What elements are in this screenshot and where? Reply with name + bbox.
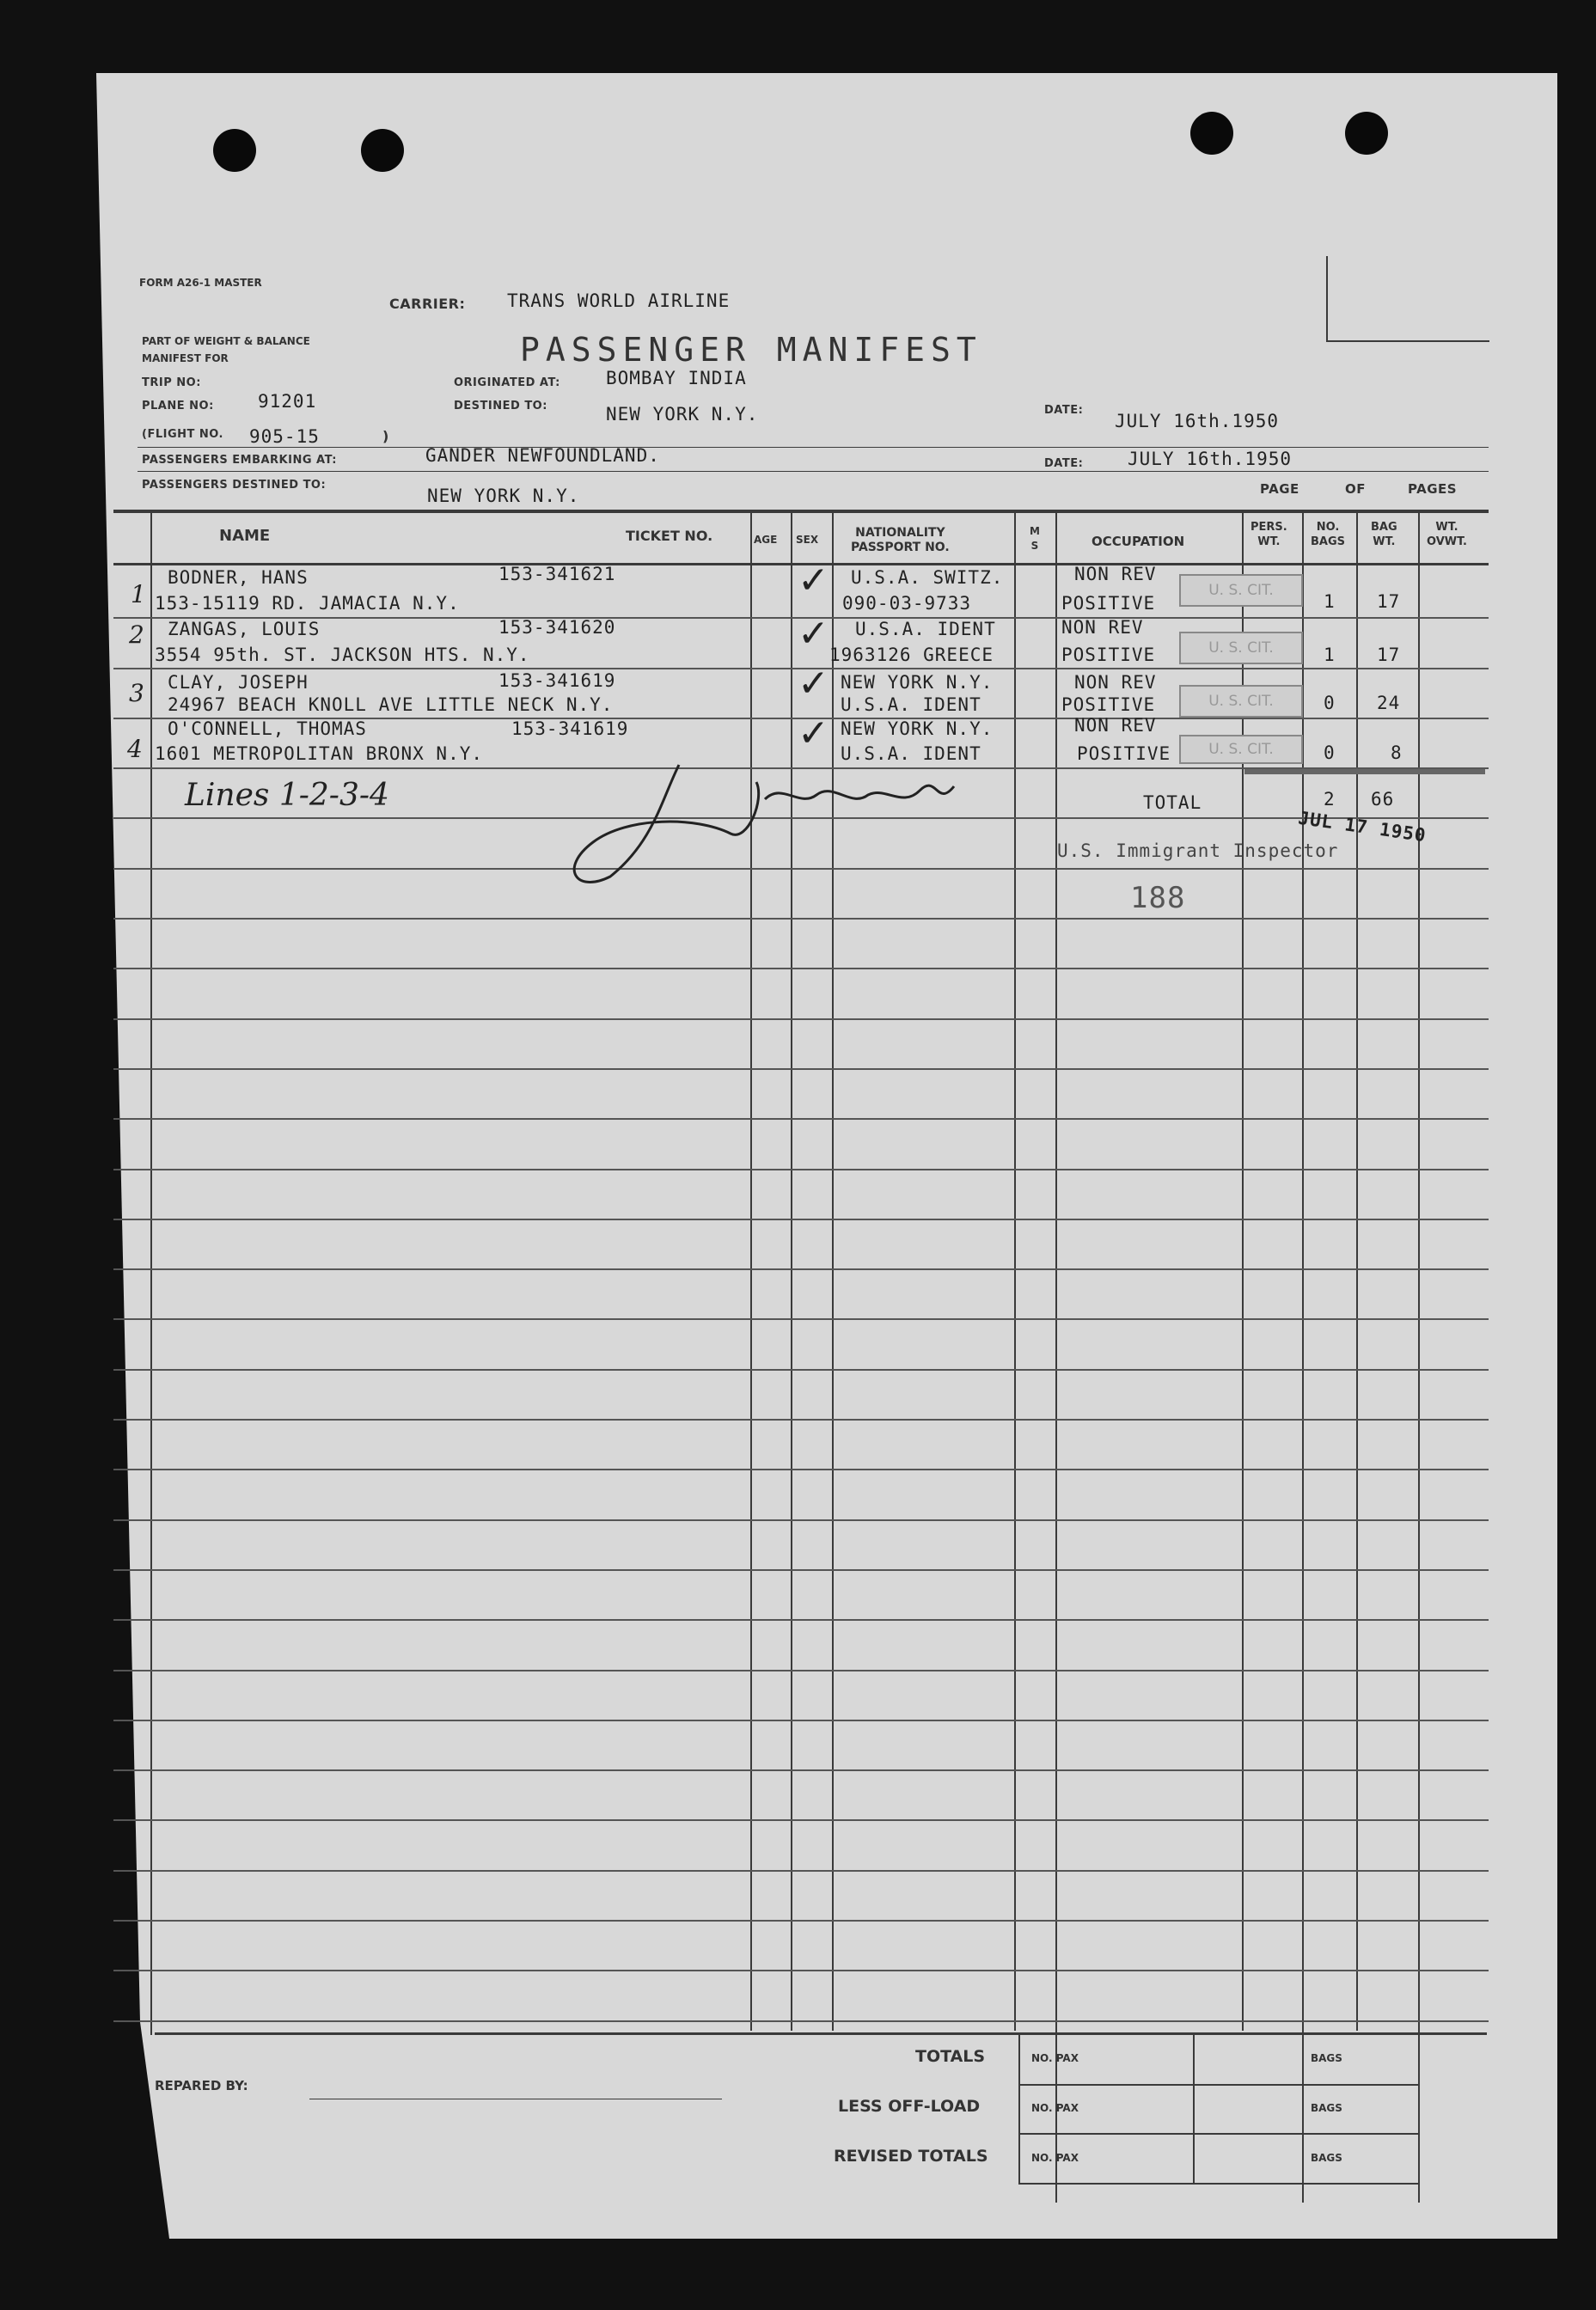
col-divider-nat — [832, 510, 834, 2031]
total-label: TOTAL — [1143, 792, 1202, 813]
punch-hole-1 — [213, 129, 256, 172]
passenger-address: 1601 METROPOLITAN BRONX N.Y. — [155, 743, 484, 764]
corner-bracket-v — [1326, 256, 1328, 342]
passenger-address: 153-15119 RD. JAMACIA N.Y. — [155, 593, 460, 614]
footer-box-rule-3 — [1018, 2183, 1418, 2185]
destined-value: NEW YORK N.Y. — [606, 404, 759, 425]
table-row — [113, 1519, 1489, 1521]
passenger-passport: U.S.A. IDENT — [841, 743, 981, 764]
col-header-ms: M S — [1030, 525, 1040, 552]
table-row — [113, 1369, 1489, 1371]
punch-hole-2 — [361, 129, 404, 172]
passenger-bags: 0 — [1324, 693, 1336, 713]
table-row — [113, 1970, 1489, 1971]
total-bags: 2 — [1324, 789, 1336, 810]
check-mark: ✓ — [798, 712, 829, 755]
signature — [559, 748, 971, 885]
originated-value: BOMBAY INDIA — [606, 368, 747, 388]
table-row — [113, 1469, 1489, 1470]
header-rule-1 — [138, 447, 1489, 448]
passenger-ticket: 153-341620 — [498, 617, 616, 638]
col-divider-sex — [791, 510, 792, 2031]
manifest-for-label: MANIFEST FOR — [142, 352, 229, 364]
inspector-number: 188 — [1130, 881, 1186, 915]
col-header-pers-wt: PERS. WT. — [1251, 521, 1287, 548]
passenger-occupation: NON REV — [1074, 672, 1157, 693]
corner-bracket-h — [1326, 340, 1489, 342]
passenger-occupation: NON REV — [1074, 564, 1157, 584]
table-row — [113, 1769, 1489, 1771]
plane-no-value: 91201 — [258, 391, 317, 412]
citizenship-stamp: U. S. CIT. — [1179, 685, 1303, 718]
passenger-nationality: U.S.A. IDENT — [855, 619, 996, 639]
passenger-ticket: 153-341619 — [498, 670, 616, 691]
col-divider-left — [150, 510, 152, 2035]
col-header-bag-wt: BAG WT. — [1371, 521, 1397, 548]
row-num: 2 — [129, 620, 145, 649]
trip-no-label: TRIP NO: — [142, 376, 201, 389]
page-label: PAGE — [1260, 481, 1299, 497]
table-row — [113, 1670, 1489, 1671]
passenger-bag-wt: 24 — [1377, 693, 1401, 713]
passenger-bag-wt: 17 — [1377, 645, 1401, 665]
total-rule — [1244, 769, 1485, 774]
plane-no-label: PLANE NO: — [142, 400, 214, 412]
date2-label: DATE: — [1044, 457, 1084, 470]
row-num: 4 — [127, 735, 144, 763]
pass-dest-label: PASSENGERS DESTINED TO: — [142, 479, 327, 492]
passenger-bag-wt: 8 — [1391, 742, 1403, 763]
destined-label: DESTINED TO: — [454, 400, 547, 412]
footer-box-left — [1018, 2035, 1020, 2183]
check-mark: ✓ — [798, 662, 829, 706]
table-row — [113, 1268, 1489, 1270]
row-num: 3 — [129, 679, 145, 707]
immigrant-inspector-stamp: U.S. Immigrant Inspector — [1057, 840, 1339, 861]
check-mark: ✓ — [798, 559, 829, 602]
passenger-bags: 0 — [1324, 742, 1336, 763]
footer-no-pax: NO. PAX — [1031, 2152, 1079, 2164]
footer-top-rule — [155, 2032, 1487, 2035]
col-divider-occ — [1055, 510, 1057, 2203]
passenger-occupation-2: POSITIVE — [1061, 694, 1156, 715]
footer-bags: BAGS — [1311, 2052, 1342, 2064]
carrier-value: TRANS WORLD AIRLINE — [507, 290, 731, 311]
passenger-address: 3554 95th. ST. JACKSON HTS. N.Y. — [155, 645, 530, 665]
passenger-occupation: NON REV — [1074, 715, 1157, 736]
table-row — [113, 1318, 1489, 1320]
date-value: JULY 16th.1950 — [1115, 411, 1280, 431]
table-row — [113, 1870, 1489, 1872]
table-row — [113, 1169, 1489, 1170]
footer-bags: BAGS — [1311, 2102, 1342, 2114]
col-header-nationality: NATIONALITY PASSPORT NO. — [851, 526, 950, 554]
date2-value: JULY 16th.1950 — [1128, 449, 1293, 469]
col-header-age: AGE — [754, 534, 778, 546]
table-row — [113, 1569, 1489, 1571]
col-divider-ovwt — [1418, 510, 1420, 2203]
pages-label: PAGES — [1408, 481, 1458, 497]
passenger-name: O'CONNELL, THOMAS — [168, 718, 367, 739]
table-row — [113, 918, 1489, 920]
col-divider-bagwt — [1356, 510, 1358, 2031]
date-label: DATE: — [1044, 404, 1084, 417]
page-title: PASSENGER MANIFEST — [520, 331, 982, 369]
passenger-ticket: 153-341619 — [511, 718, 629, 739]
flight-no-value: 905-15 — [249, 426, 320, 447]
footer-no-pax: NO. PAX — [1031, 2102, 1079, 2114]
footer-no-pax: NO. PAX — [1031, 2052, 1079, 2064]
passenger-occupation-2: POSITIVE — [1061, 645, 1156, 665]
passenger-occupation-2: POSITIVE — [1061, 593, 1156, 614]
table-row — [113, 1819, 1489, 1821]
table-row — [113, 1619, 1489, 1621]
passenger-passport: U.S.A. IDENT — [841, 694, 981, 715]
total-bag-wt: 66 — [1371, 789, 1395, 810]
carrier-label: CARRIER: — [389, 296, 466, 312]
footer-box-rule-2 — [1018, 2133, 1418, 2135]
col-divider-ms — [1014, 510, 1016, 2031]
col-header-ovwt: WT. OVWT. — [1427, 521, 1467, 548]
passenger-address: 24967 BEACH KNOLL AVE LITTLE NECK N.Y. — [168, 694, 614, 715]
form-number: FORM A26-1 MASTER — [139, 277, 262, 289]
passenger-bags: 1 — [1324, 645, 1336, 665]
originated-label: ORIGINATED AT: — [454, 376, 560, 389]
table-row — [113, 1419, 1489, 1421]
row-num: 1 — [131, 580, 147, 608]
col-header-no-bags: NO. BAGS — [1311, 521, 1346, 548]
passenger-bags: 1 — [1324, 591, 1336, 612]
col-header-occupation: OCCUPATION — [1092, 534, 1185, 549]
punch-hole-4 — [1345, 112, 1388, 155]
col-header-sex: SEX — [796, 534, 819, 546]
passenger-passport: 090-03-9733 — [842, 593, 972, 614]
table-row — [113, 968, 1489, 969]
table-row — [113, 1018, 1489, 1020]
col-header-name: NAME — [219, 527, 271, 545]
of-label: OF — [1345, 481, 1366, 497]
embarking-value: GANDER NEWFOUNDLAND. — [425, 445, 660, 466]
pass-dest-value: NEW YORK N.Y. — [427, 486, 580, 506]
footer-revised-totals-label: REVISED TOTALS — [834, 2147, 988, 2166]
citizenship-stamp: U. S. CIT. — [1179, 735, 1303, 764]
flight-no-label: (FLIGHT NO. — [142, 428, 223, 441]
footer-bags: BAGS — [1311, 2152, 1342, 2164]
inspection-date-stamp: JUL 17 1950 — [1297, 807, 1428, 846]
col-header-ticket: TICKET NO. — [626, 528, 713, 544]
header-rule-2 — [138, 471, 1489, 472]
table-top-rule — [113, 510, 1489, 513]
table-row — [113, 1068, 1489, 1070]
check-mark: ✓ — [798, 612, 829, 656]
embarking-label: PASSENGERS EMBARKING AT: — [142, 454, 337, 467]
footer-totals-label: TOTALS — [915, 2047, 986, 2066]
punch-hole-3 — [1190, 112, 1233, 155]
passenger-passport: 1963126 GREECE — [829, 645, 994, 665]
citizenship-stamp: U. S. CIT. — [1179, 574, 1303, 607]
table-row — [113, 1720, 1489, 1721]
passenger-name: CLAY, JOSEPH — [168, 672, 309, 693]
citizenship-stamp: U. S. CIT. — [1179, 632, 1303, 664]
passenger-nationality: NEW YORK N.Y. — [841, 718, 994, 739]
footer-less-offload-label: LESS OFF-LOAD — [838, 2097, 981, 2116]
passenger-nationality: U.S.A. SWITZ. — [851, 567, 1004, 588]
table-row — [113, 2020, 1489, 2022]
table-row — [113, 1219, 1489, 1220]
footer-box-mid — [1193, 2035, 1195, 2183]
passenger-name: BODNER, HANS — [168, 567, 309, 588]
col-divider-age — [750, 510, 752, 2031]
footer-box-rule-1 — [1018, 2084, 1418, 2086]
passenger-occupation-2: POSITIVE — [1077, 743, 1171, 764]
footer-prepared-by: REPARED BY: — [155, 2078, 248, 2093]
lines-note: Lines 1-2-3-4 — [185, 778, 389, 813]
table-row — [113, 1920, 1489, 1922]
passenger-occupation: NON REV — [1061, 617, 1144, 638]
passenger-ticket: 153-341621 — [498, 564, 616, 584]
passenger-nationality: NEW YORK N.Y. — [841, 672, 994, 693]
table-row — [113, 1118, 1489, 1120]
passenger-bag-wt: 17 — [1377, 591, 1401, 612]
part-of-label: PART OF WEIGHT & BALANCE — [142, 335, 310, 347]
flight-no-close: ) — [382, 428, 389, 444]
passenger-name: ZANGAS, LOUIS — [168, 619, 321, 639]
